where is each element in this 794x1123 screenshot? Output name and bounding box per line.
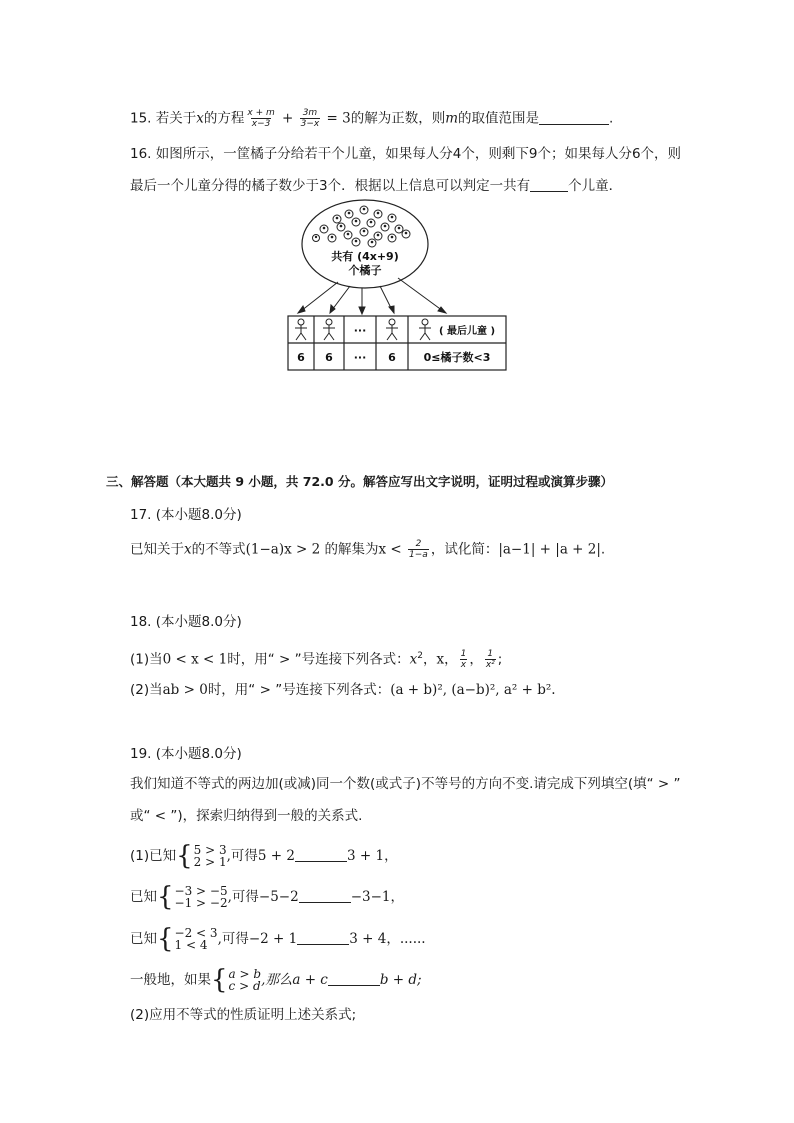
q15-text-mid: 的方程 — [203, 110, 245, 127]
question-17-body: 已知关于x的不等式(1−a)x > 2 的解集为x < $\frac{2}{1-a}$ ，试化简：|a−1| + |a + 2|. — [130, 539, 606, 560]
orange-distribution-figure — [286, 198, 510, 374]
question-18-part-2: (2)当ab > 0时，用“ > ”号连接下列各式：(a + b)², (a−b)², a² + b². — [130, 682, 556, 698]
table-cell: 0≤橘子数<3 — [423, 351, 491, 364]
distribution-arrows — [298, 278, 446, 314]
question-19-part-2: (2)应用不等式的性质证明上述关系式; — [130, 1007, 357, 1023]
inequality-system: { −3 > −5 −1 > −2 — [157, 882, 228, 912]
inequality-system: { a > b c > d — [211, 965, 262, 995]
child-icon — [295, 319, 307, 340]
question-18-part-1: (1)当0 < x < 1时，用“ > ”号连接下列各式：$x^2$，x， $\frac{1}{x}$ ， $\frac{1}{\text{x²}}$ ; — [130, 649, 503, 670]
orange-icons — [313, 206, 411, 247]
question-16-line-2: 最后一个儿童分得的橘子数少于3个．根据以上信息可以判定一共有 个儿童． — [130, 178, 623, 194]
q15-var-x: x — [196, 110, 204, 127]
question-19-step-2: 已知 { −3 > −5 −1 > −2 ,可得−5−2 −3−1， — [130, 882, 405, 912]
answer-blank[interactable] — [295, 847, 347, 862]
question-19-step-1: (1)已知 { 5 > 3 2 > 1 ,可得5 + 2 3 + 1， — [130, 841, 398, 871]
question-19-step-3: 已知 { −2 < 3 1 < 4 ,可得−2 + 1 3 + 4，...... — [130, 924, 426, 954]
table-cell: 6 — [297, 351, 305, 364]
q18-fraction-1: $\frac{1}{x}$ — [460, 649, 467, 670]
answer-blank[interactable] — [328, 971, 380, 986]
inequality-system: { −2 < 3 1 < 4 — [157, 924, 218, 954]
ellipsis-cell: ··· — [353, 324, 367, 337]
question-19-intro-2: 或“ < ”)，探索归纳得到一般的关系式. — [130, 808, 363, 824]
answer-blank[interactable] — [539, 110, 609, 125]
table-cell: ··· — [353, 351, 367, 364]
answer-blank[interactable] — [530, 177, 568, 192]
child-icon — [323, 319, 335, 340]
basket-total-label: 共有 (4x+9) — [331, 250, 399, 263]
last-child-label: ( 最后儿童 ) — [438, 326, 496, 337]
question-19-general: 一般地，如果 { a > b c > d ,那么a + c b + d; — [130, 965, 422, 995]
question-16-line-1: 16. 如图所示，一筐橘子分给若干个儿童，如果每人分4个，则剩下9个；如果每人分6个，则 — [130, 146, 682, 162]
table-cell: 6 — [388, 351, 396, 364]
q18-fraction-2: $\frac{1}{\text{x²}}$ — [485, 649, 495, 670]
q17-fraction: $\frac{2}{1-a}$ — [409, 539, 428, 560]
question-15: 15. 若关于x的方程 $\frac{x + m}{x-3}$ + $\frac{3m}{3-x}$ = 3的解为正数，则m的取值范围是 . — [130, 108, 614, 129]
question-19-head: 19. (本小题8.0分) — [130, 746, 242, 762]
last-child-icon — [419, 319, 431, 340]
answer-blank[interactable] — [297, 930, 349, 945]
q15-fraction-2: $\frac{3m}{3-x}$ — [300, 108, 320, 129]
q15-text: 15. 若关于 — [130, 110, 197, 127]
basket-total-unit: 个橘子 — [348, 264, 382, 277]
section-3-title: 三、解答题（本大题共 9 小题，共 72.0 分。解答应写出文字说明，证明过程或演算步骤） — [106, 474, 613, 489]
q15-fraction-1: $\frac{x + m}{x-3}$ — [247, 108, 275, 129]
question-17-head: 17. (本小题8.0分) — [130, 507, 242, 523]
table-cell: 6 — [325, 351, 333, 364]
inequality-system: { 5 > 3 2 > 1 — [176, 841, 227, 871]
question-19-intro-1: 我们知道不等式的两边加(或减)同一个数(或式子)不等号的方向不变.请完成下列填空(填“ > ” — [130, 776, 681, 792]
question-18-head: 18. (本小题8.0分) — [130, 614, 242, 630]
child-icon — [386, 319, 398, 340]
answer-blank[interactable] — [299, 888, 351, 903]
